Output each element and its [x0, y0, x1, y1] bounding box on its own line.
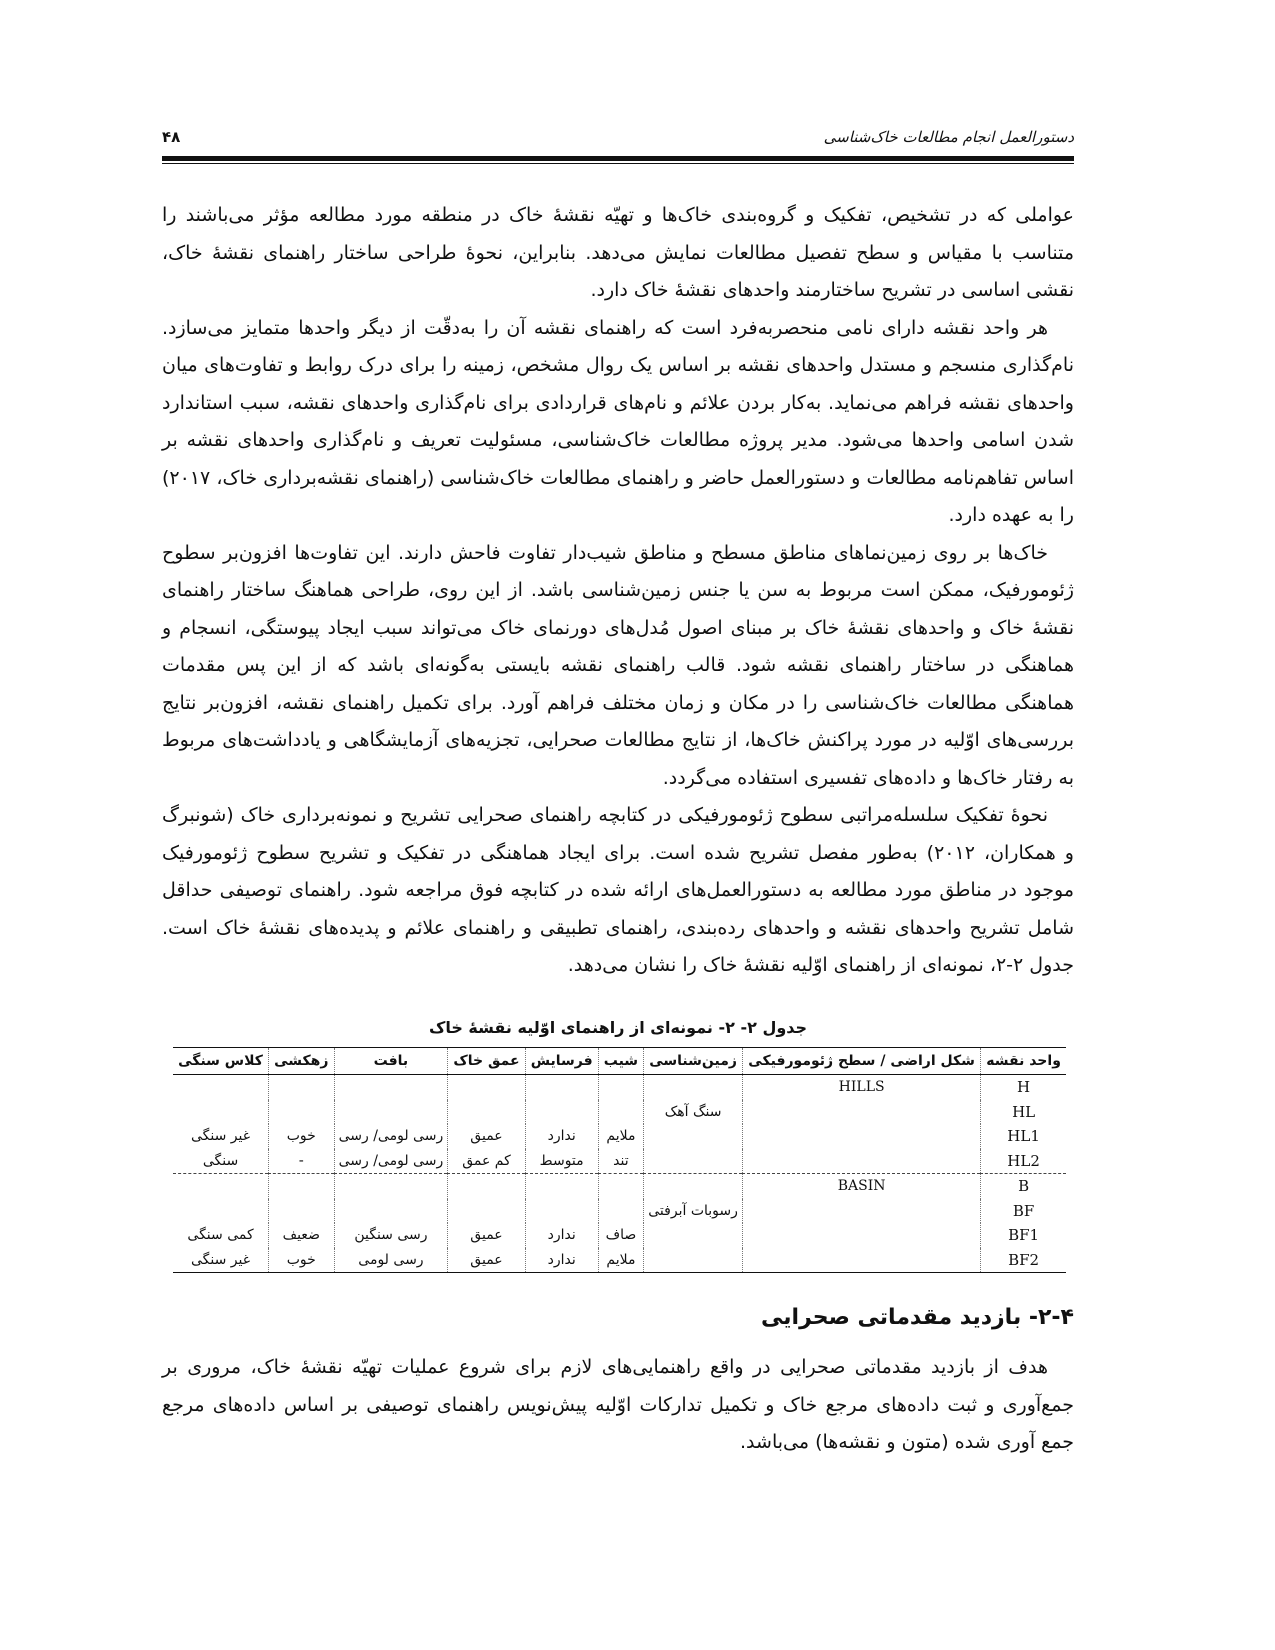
- table-cell: ندارد: [525, 1248, 598, 1273]
- table-cell: [269, 1174, 334, 1199]
- table-cell: [525, 1199, 598, 1224]
- table-cell: متوسط: [525, 1149, 598, 1174]
- section-body: [162, 1349, 1074, 1462]
- table-cell: کم عمق: [448, 1149, 525, 1174]
- table-cell: [598, 1174, 643, 1199]
- table-cell: BF1: [981, 1223, 1066, 1248]
- table-cell: BF2: [981, 1248, 1066, 1273]
- table-cell: رسی لومی/ رسی: [334, 1149, 448, 1174]
- table-cell: صاف: [598, 1223, 643, 1248]
- table-cell: [525, 1100, 598, 1125]
- table-cell: کمی سنگی: [187, 1227, 254, 1244]
- table-cell: [743, 1199, 981, 1224]
- table-cell: [173, 1174, 269, 1199]
- table-cell: رسوبات آبرفتی: [644, 1199, 743, 1224]
- table-row: [173, 1075, 1066, 1100]
- table-cell: [525, 1075, 598, 1100]
- table-cell: [173, 1199, 269, 1224]
- column-header: کلاس سنگی: [173, 1048, 269, 1075]
- column-header: شیب: [598, 1048, 643, 1075]
- table-cell: عمیق: [448, 1248, 525, 1273]
- column-header: شکل اراضی / سطح ژئومورفیکی: [743, 1048, 981, 1075]
- column-header: زمین‌شناسی: [644, 1048, 743, 1075]
- table-cell: تند: [598, 1149, 643, 1174]
- table-cell: [448, 1199, 525, 1224]
- table-row: [173, 1248, 1066, 1273]
- table-cell: عمیق: [448, 1223, 525, 1248]
- column-header: فرسایش: [525, 1048, 598, 1075]
- table-cell: [644, 1174, 743, 1199]
- table-cell: BF: [981, 1199, 1066, 1224]
- running-head-title: دستورالعمل انجام مطالعات خاک‌شناسی: [823, 128, 1074, 146]
- table-caption: جدول ۲- ۲- نمونه‌ای از راهنمای اوّلیه نقشهٔ خاک: [428, 1018, 808, 1037]
- column-header: عمق خاک: [448, 1048, 525, 1075]
- table-cell: غیر سنگی: [190, 1128, 251, 1145]
- table-cell: [743, 1100, 981, 1125]
- paragraph: نحوهٔ تفکیک سلسله‌مراتبی سطوح ژئومورفیکی در کتابچه راهنمای صحرایی تشریح و نمونه‌برداری خاک (شونبرگ و همکاران، ۲۰۱۲) به‌طور مفصل تشریح شده است. برای ایجاد هماهنگی در تفکیک و تشریح سطوح ژئومورفیک موجود در مناطق مورد مطالعه به دستورالعمل‌های ارائه شده در کتابچه فوق مراجعه شود. راهنمای توصیفی حداقل شامل تشریح واحدهای نقشه و واحدهای رده‌بندی، راهنمای تطبیقی و راهنمای علائم و پدیده‌های نقشهٔ خاک است. جدول ۲-۲، نمونه‌ای از راهنمای اوّلیه نقشهٔ خاک را نشان می‌دهد.: [162, 804, 1074, 976]
- table-cell: [743, 1149, 981, 1174]
- table-cell: [644, 1248, 743, 1273]
- table-cell: [173, 1100, 269, 1125]
- table-row: [173, 1174, 1066, 1199]
- table-cell: [334, 1075, 448, 1100]
- table-cell: ضعیف: [269, 1223, 334, 1248]
- table-cell: -: [269, 1149, 334, 1174]
- table-cell: HL: [981, 1100, 1066, 1125]
- table-cell: [269, 1100, 334, 1125]
- table-cell: H: [981, 1075, 1066, 1100]
- table-cell: [173, 1075, 269, 1100]
- table-cell: ندارد: [525, 1223, 598, 1248]
- table-cell: ندارد: [525, 1124, 598, 1149]
- table-cell: [269, 1075, 334, 1100]
- table-cell: [269, 1199, 334, 1224]
- table-row: [173, 1100, 1066, 1125]
- table-cell: غیر سنگی: [173, 1248, 269, 1273]
- table-cell: خوب: [269, 1124, 334, 1149]
- table-cell: [644, 1149, 743, 1174]
- column-header: واحد نقشه: [981, 1048, 1066, 1075]
- header-rule-thin: [162, 163, 1074, 164]
- table-row: [173, 1199, 1066, 1224]
- table-cell: [644, 1223, 743, 1248]
- map-legend-table: [173, 1047, 1066, 1273]
- table-cell: سنگی: [173, 1149, 269, 1174]
- table-cell: [743, 1248, 981, 1273]
- table-cell: [598, 1199, 643, 1224]
- paragraph: هر واحد نقشه دارای نامی منحصربه‌فرد است که راهنمای نقشه آن را به‌دقّت از دیگر واحدها متمایز می‌سازد. نام‌گذاری منسجم و مستدل واحدهای نقشه بر اساس یک روال مشخص، زمینه را برای درک روابط و تفاوت‌های میان واحدهای نقشه فراهم می‌نماید. به‌کار بردن علائم و نام‌های قراردادی برای نام‌گذاری واحدهای نقشه، سبب استاندارد شدن اسامی واحدها می‌شود. مدیر پروژه مطالعات خاک‌شناسی، مسئولیت تعریف و نام‌گذاری واحدهای نقشه بر اساس تفاهم‌نامه مطالعات و دستورالعمل حاضر و راهنمای مطالعات خاک‌شناسی (راهنمای نقشه‌برداری خاک، ۲۰۱۷) را به عهده دارد.: [162, 316, 1074, 526]
- section-heading: ۲-۴- بازدید مقدماتی صحرایی: [761, 1305, 1074, 1330]
- table-header-row: [173, 1048, 1066, 1075]
- table-cell: [644, 1075, 743, 1100]
- table-cell: رسی سنگین: [334, 1223, 448, 1248]
- table-row: [173, 1223, 1066, 1248]
- table-cell: سنگ آهک: [644, 1100, 743, 1125]
- table-cell: [334, 1174, 448, 1199]
- table-cell: [448, 1100, 525, 1125]
- table-row: [173, 1124, 1066, 1149]
- table-cell: عمیق: [448, 1124, 525, 1149]
- table-cell: [448, 1075, 525, 1100]
- table-cell: رسی لومی: [334, 1248, 448, 1273]
- table-cell: ملایم: [598, 1248, 643, 1273]
- table-cell: [334, 1100, 448, 1125]
- table-cell: ملایم: [598, 1124, 643, 1149]
- table-cell: B: [981, 1174, 1066, 1199]
- table-cell: HILLS: [743, 1075, 981, 1100]
- table-cell: [334, 1199, 448, 1224]
- table-cell: رسی لومی/ رسی: [334, 1124, 448, 1149]
- table-cell: HL2: [981, 1149, 1066, 1174]
- body-text: [162, 197, 1074, 985]
- column-header: زهکشی: [269, 1048, 334, 1075]
- paragraph: عواملی که در تشخیص، تفکیک و گروه‌بندی خاک‌ها و تهیّه نقشهٔ خاک در منطقه مورد مطالعه مؤثر می‌باشند را متناسب با مقیاس و سطح تفصیل مطالعات نمایش می‌دهد. بنابراین، نحوهٔ طراحی ساختار راهنمای نقشهٔ خاک، نقشی اساسی در تشریح ساختارمند واحدهای نقشهٔ خاک دارد.: [162, 204, 1074, 301]
- column-header: بافت: [334, 1048, 448, 1075]
- paragraph: خاک‌ها بر روی زمین‌نماهای مناطق مسطح و مناطق شیب‌دار تفاوت فاحش دارند. این تفاوت‌ها افزون‌بر سطوح ژئومورفیک، ممکن است مربوط به سن یا جنس زمین‌شناسی باشد. از این روی، طراحی هماهنگ ساختار راهنمای نقشهٔ خاک و واحدهای نقشهٔ خاک بر مبنای اصول مُدل‌های دورنمای خاک می‌تواند سبب ایجاد پیوستگی، انسجام و هماهنگی در ساختار راهنمای نقشه شود. قالب راهنمای نقشه بایستی به‌گونه‌ای باشد که از این پس مقدمات هماهنگی مطالعات خاک‌شناسی را در مکان و زمان مختلف فراهم آورد. برای تکمیل راهنمای نقشه، افزون‌بر نتایج بررسی‌های اوّلیه در مورد پراکنش خاک‌ها، از نتایج مطالعات صحرایی، تجزیه‌های آزمایشگاهی و یادداشت‌های مربوط به رفتار خاک‌ها و داده‌های تفسیری استفاده می‌گردد.: [162, 541, 1074, 789]
- table-cell: [598, 1075, 643, 1100]
- table-cell: [448, 1174, 525, 1199]
- running-head: [162, 126, 1074, 152]
- header-rule-thick: [162, 156, 1074, 161]
- table-cell: HL1: [981, 1124, 1066, 1149]
- table-cell: [525, 1174, 598, 1199]
- table-cell: [598, 1100, 643, 1125]
- table-cell: [743, 1223, 981, 1248]
- page-number: ۴۸: [162, 128, 181, 146]
- table-cell: BASIN: [743, 1174, 981, 1199]
- table-cell: [644, 1124, 743, 1149]
- paragraph: هدف از بازدید مقدماتی صحرایی در واقع راهنمایی‌های لازم برای شروع عملیات تهیّه نقشهٔ خاک، مروری بر جمع‌آوری و ثبت داده‌های مرجع خاک و تکمیل تدارکات اوّلیه پیش‌نویس راهنمای توصیفی بر اساس داده‌های مرجع جمع آوری شده (متون و نقشه‌ها) می‌باشد.: [162, 1356, 1074, 1453]
- table-cell: [743, 1124, 981, 1149]
- table-cell: خوب: [269, 1248, 334, 1273]
- table-row: [173, 1149, 1066, 1174]
